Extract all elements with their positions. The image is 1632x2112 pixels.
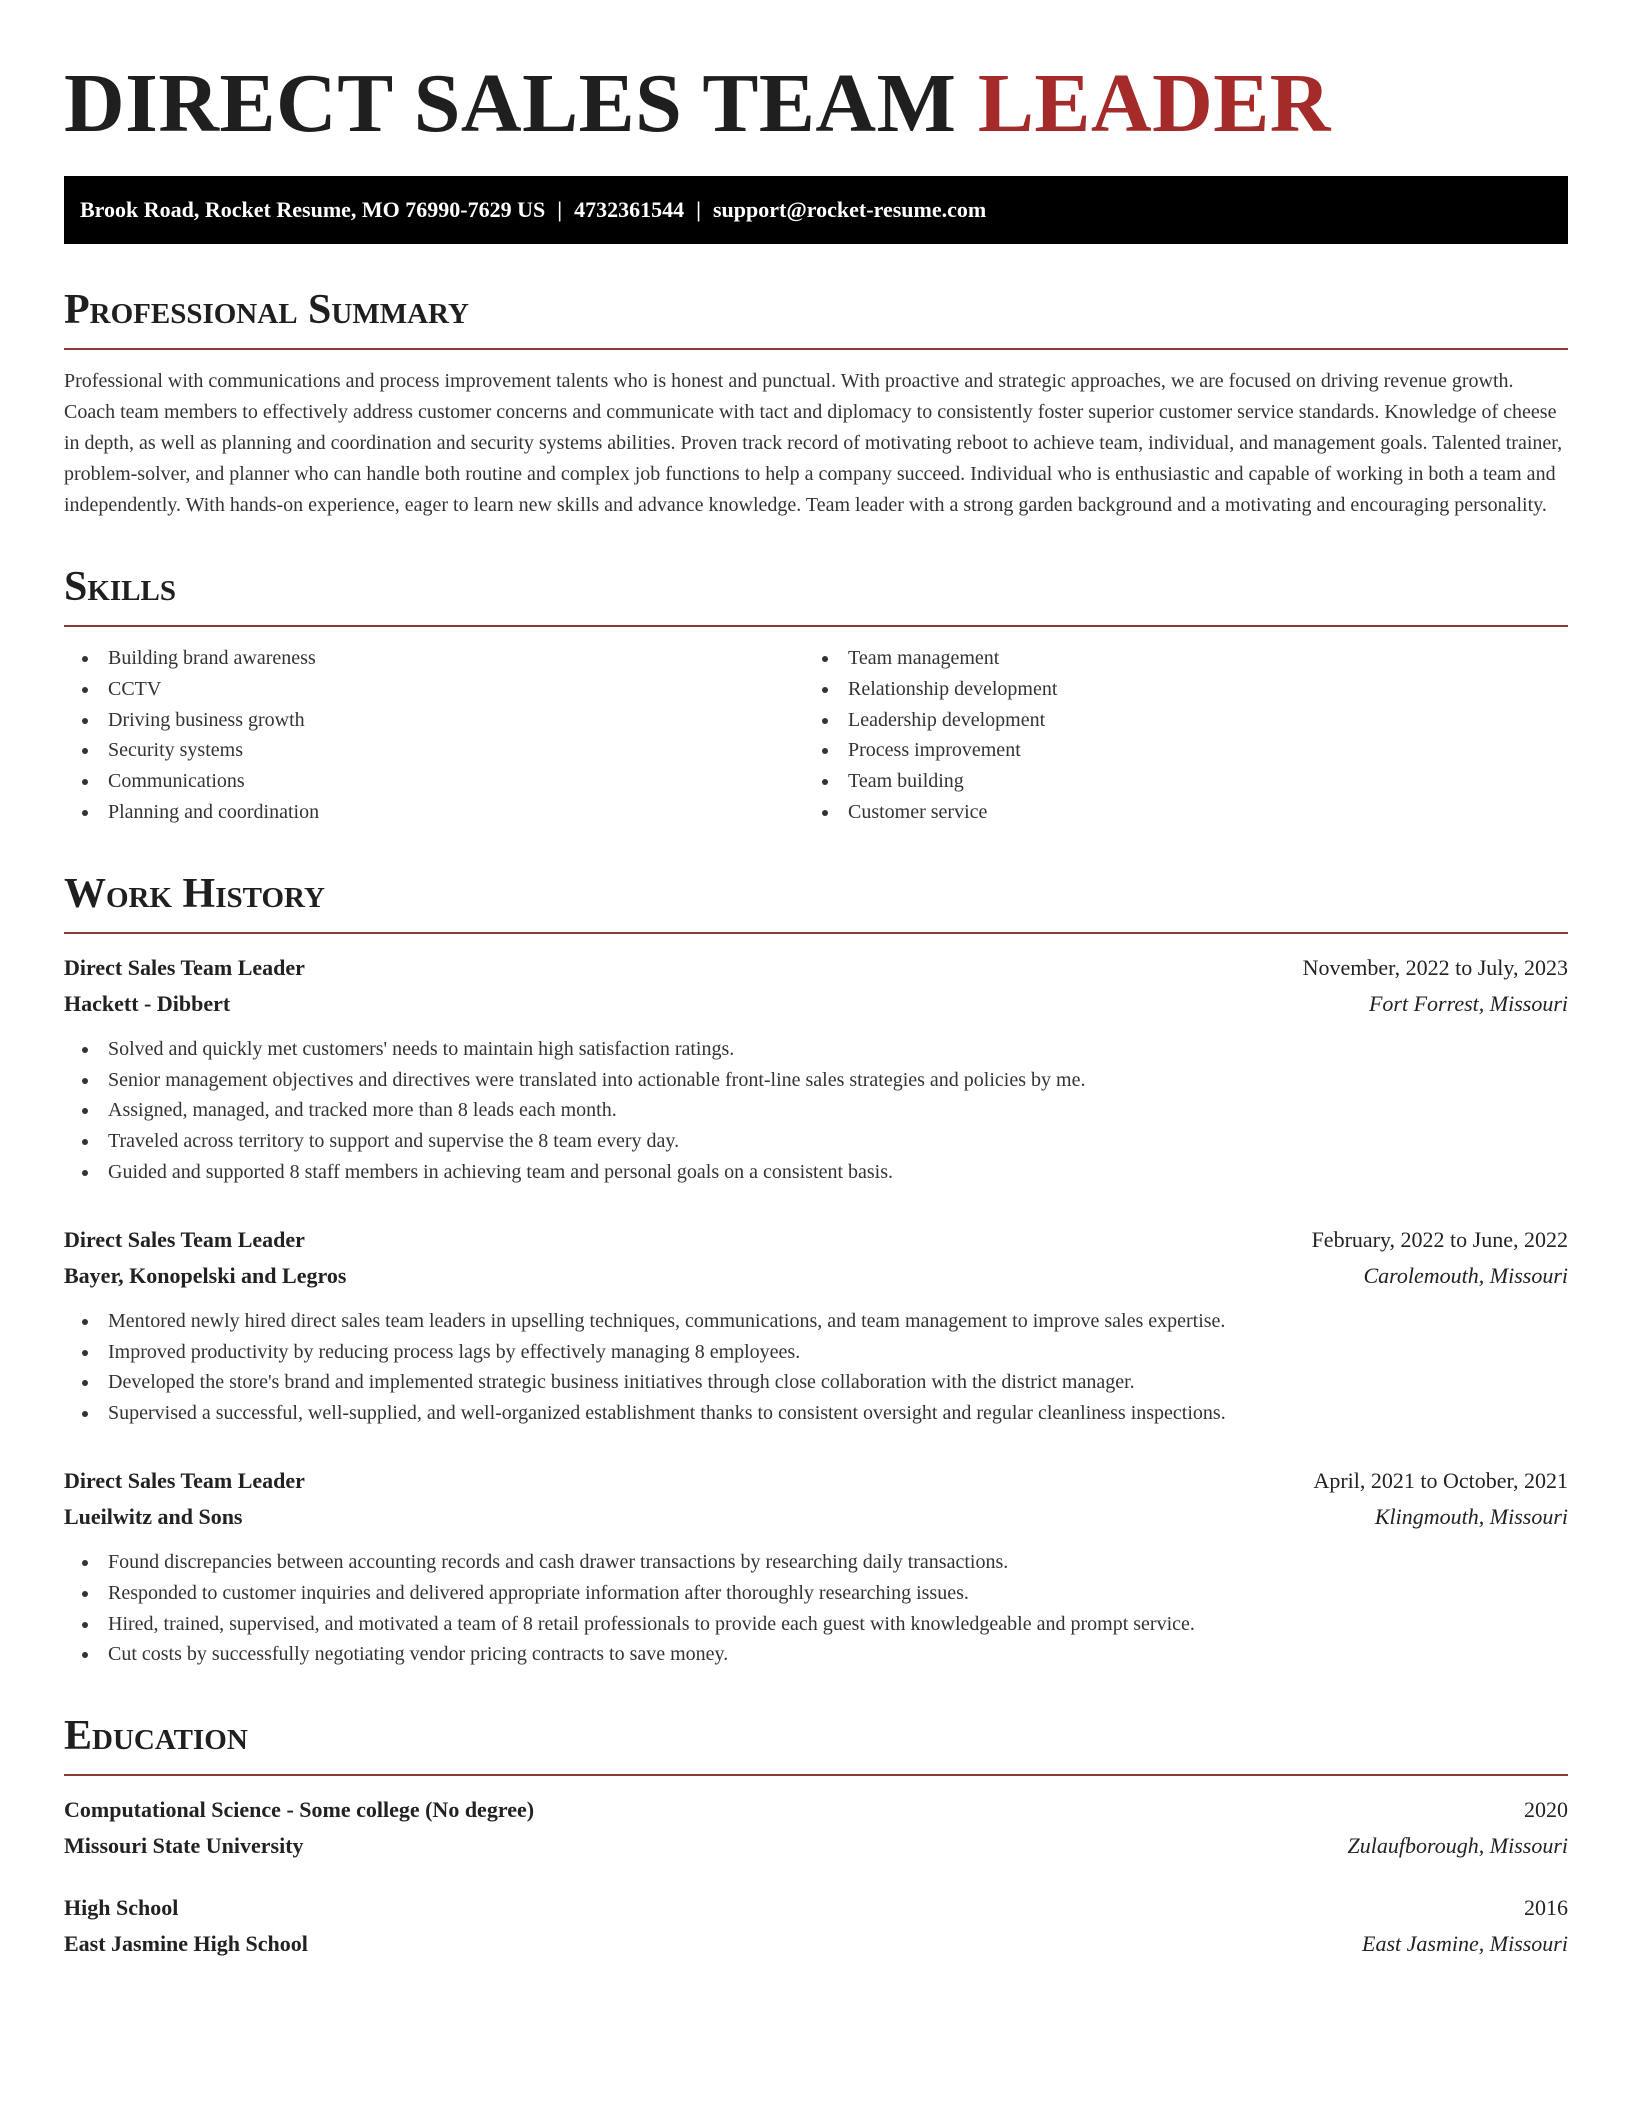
skills-columns bbox=[64, 643, 1568, 828]
job-entry bbox=[64, 1222, 1568, 1429]
skill-item: Driving business growth bbox=[64, 705, 804, 736]
job-entry bbox=[64, 1463, 1568, 1670]
job-location: Fort Forrest, Missouri bbox=[1368, 990, 1568, 1016]
skill-item: Security systems bbox=[64, 735, 804, 766]
job-entry bbox=[64, 950, 1568, 1188]
skill-item: Planning and coordination bbox=[64, 797, 804, 828]
job-bullet: Cut costs by successfully negotiating vendor pricing contracts to save money. bbox=[64, 1639, 1568, 1670]
work-history-heading: Work History bbox=[64, 870, 1568, 934]
education-year: 2016 bbox=[1524, 1895, 1568, 1921]
job-bullet: Hired, trained, supervised, and motivated a team of 8 retail professionals to provide each guest with knowledgeable and prompt service. bbox=[64, 1609, 1568, 1640]
job-bullet: Developed the store's brand and implemented strategic business initiatives through close collaboration with the district manager. bbox=[64, 1367, 1568, 1398]
skill-item: CCTV bbox=[64, 674, 804, 705]
contact-email: support@rocket-resume.com bbox=[712, 197, 987, 222]
job-location: Carolemouth, Missouri bbox=[1363, 1262, 1568, 1288]
skill-item: Customer service bbox=[804, 797, 1544, 828]
summary-section bbox=[64, 286, 1568, 521]
contact-address: Brook Road, Rocket Resume, MO 76990-7629 US bbox=[80, 197, 546, 222]
skill-item: Communications bbox=[64, 766, 804, 797]
job-dates: April, 2021 to October, 2021 bbox=[1313, 1467, 1568, 1493]
education-location: East Jasmine, Missouri bbox=[1362, 1931, 1568, 1957]
contact-bar bbox=[64, 176, 1568, 244]
skill-item: Team management bbox=[804, 643, 1544, 674]
name-main: DIRECT SALES TEAM bbox=[64, 57, 957, 150]
job-title: Direct Sales Team Leader bbox=[64, 954, 305, 980]
skill-item: Leadership development bbox=[804, 705, 1544, 736]
skill-item: Process improvement bbox=[804, 735, 1544, 766]
name-accent: LEADER bbox=[977, 57, 1331, 150]
summary-text: Professional with communications and process improvement talents who is honest and punctual. With proactive and strategic approaches, we are focused on driving revenue growth. Coach team members to effectively address customer concerns and communicate with tact and diplomacy to consistently foster superior customer service standards. Knowledge of cheese in depth, as well as planning and coordination and security systems abilities. Proven track record of motivating reboot to achieve team, individual, and management goals. Talented trainer, problem-solver, and planner who can handle both routine and complex job functions to help a company succeed. Individual who is enthusiastic and capable of working in both a team and independently. With hands-on experience, eager to learn new skills and advance knowledge. Team leader with a strong garden background and a motivating and encouraging personality. bbox=[64, 370, 1563, 516]
skills-heading: Skills bbox=[64, 563, 1568, 627]
job-company: Bayer, Konopelski and Legros bbox=[64, 1262, 347, 1288]
job-title: Direct Sales Team Leader bbox=[64, 1226, 305, 1252]
education-school: Missouri State University bbox=[64, 1833, 304, 1859]
resume-page bbox=[64, 56, 1568, 1962]
job-bullet: Senior management objectives and directives were translated into actionable front-line sales strategies and policies by me. bbox=[64, 1065, 1568, 1096]
job-location: Klingmouth, Missouri bbox=[1374, 1503, 1568, 1529]
summary-heading: Professional Summary bbox=[64, 286, 1568, 350]
job-bullet: Found discrepancies between accounting records and cash drawer transactions by researching daily transactions. bbox=[64, 1547, 1568, 1578]
skills-section bbox=[64, 563, 1568, 828]
job-bullet: Improved productivity by reducing process lags by effectively managing 8 employees. bbox=[64, 1337, 1568, 1368]
education-entry bbox=[64, 1792, 1568, 1864]
job-bullet: Assigned, managed, and tracked more than 8 leads each month. bbox=[64, 1095, 1568, 1126]
work-history-section bbox=[64, 870, 1568, 1670]
skills-list-left bbox=[64, 643, 804, 828]
education-year: 2020 bbox=[1524, 1797, 1568, 1823]
contact-separator: | bbox=[557, 197, 563, 222]
job-bullets bbox=[64, 1306, 1568, 1429]
job-bullets bbox=[64, 1547, 1568, 1670]
job-bullets bbox=[64, 1034, 1568, 1188]
job-company: Hackett - Dibbert bbox=[64, 990, 231, 1016]
education-degree: High School bbox=[64, 1895, 179, 1921]
job-title: Direct Sales Team Leader bbox=[64, 1467, 305, 1493]
job-bullet: Responded to customer inquiries and delivered appropriate information after thoroughly researching issues. bbox=[64, 1578, 1568, 1609]
resume-name bbox=[64, 56, 1568, 152]
education-school: East Jasmine High School bbox=[64, 1931, 308, 1957]
skill-item: Relationship development bbox=[804, 674, 1544, 705]
job-bullet: Traveled across territory to support and supervise the 8 team every day. bbox=[64, 1126, 1568, 1157]
job-dates: November, 2022 to July, 2023 bbox=[1302, 954, 1568, 980]
job-bullet: Solved and quickly met customers' needs to maintain high satisfaction ratings. bbox=[64, 1034, 1568, 1065]
skill-item: Building brand awareness bbox=[64, 643, 804, 674]
job-company: Lueilwitz and Sons bbox=[64, 1503, 243, 1529]
job-bullet: Supervised a successful, well-supplied, and well-organized establishment thanks to consistent oversight and regular cleanliness inspections. bbox=[64, 1398, 1568, 1429]
education-degree: Computational Science - Some college (No degree) bbox=[64, 1797, 535, 1823]
contact-phone: 4732361544 bbox=[574, 197, 685, 222]
job-bullet: Guided and supported 8 staff members in achieving team and personal goals on a consistent basis. bbox=[64, 1157, 1568, 1188]
contact-separator: | bbox=[696, 197, 701, 222]
job-dates: February, 2022 to June, 2022 bbox=[1311, 1226, 1568, 1252]
skill-item: Team building bbox=[804, 766, 1544, 797]
skills-list-right bbox=[804, 643, 1544, 828]
education-heading: Education bbox=[64, 1712, 1568, 1776]
job-bullet: Mentored newly hired direct sales team leaders in upselling techniques, communications, and team management to improve sales expertise. bbox=[64, 1306, 1568, 1337]
education-section bbox=[64, 1712, 1568, 1962]
education-entry bbox=[64, 1890, 1568, 1962]
education-location: Zulaufborough, Missouri bbox=[1347, 1833, 1568, 1859]
